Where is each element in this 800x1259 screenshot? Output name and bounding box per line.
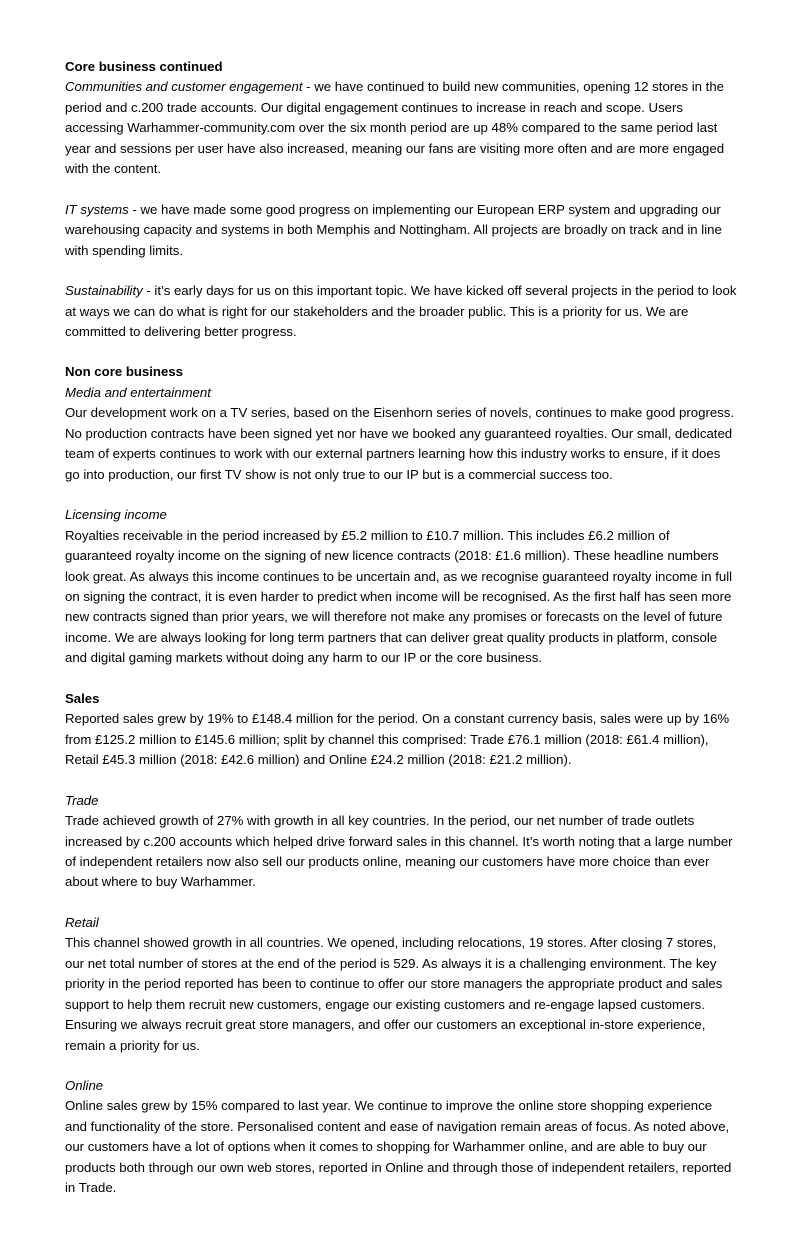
subheading-licensing-income: Licensing income xyxy=(65,507,167,523)
paragraph-sales-intro: Reported sales grew by 19% to £148.4 million for the period. On a constant currency basis, sales were up by 16% from £125.2 million to £145.6 million; split by channel this comprised: Trade £76.1 million (2018: £61.4 million), Retail £45.3 million (2018: £42.6 million) and Online £24.2 million (2018: £21.2 million). xyxy=(65,711,730,768)
paragraph-lead-it-systems: IT systems xyxy=(65,201,129,217)
paragraph-text-it-systems: - we have made some good progress on implementing our European ERP system and upgrading our warehousing capacity and systems in both Memphis and Nottingham. All projects are broadly on track and in line with spending limits. xyxy=(65,201,722,258)
paragraph-text-sustainability: - it’s early days for us on this important topic. We have kicked off several projects in the period to look at ways we can do what is right for our stakeholders and the broader public. This is a priority for us. We are committed to delivering better progress. xyxy=(65,283,737,339)
section-heading-sales: Sales xyxy=(65,690,100,706)
section-heading-non-core-business: Non core business xyxy=(65,364,183,380)
paragraph-text-communities: - we have continued to build new communities, opening 12 stores in the period and c.200 trade accounts. Our digital engagement continues to increase in reach and scope. Users accessing Warhammer-community.com over the six month period are up 48% compared to the same period last year and sessions per user have also increased, meaning our fans are visiting more often and are more engaged with the content. xyxy=(65,79,725,177)
paragraph-it-systems xyxy=(65,200,737,261)
subheading-retail: Retail xyxy=(65,914,99,930)
paragraph-communities xyxy=(65,77,737,179)
paragraph-retail: This channel showed growth in all countries. We opened, including relocations, 19 stores. After closing 7 stores, our net total number of stores at the end of the period is 529. As always it is a challenging environment. The key priority in the period reported has been to continue to offer our store managers the appropriate product and sales support to help them recruit new customers, engage our existing customers and re-engage lapsed customers. Ensuring we always recruit great store managers, and offer our customers an exceptional in-store experience, remain a priority for us. xyxy=(65,935,723,1053)
subheading-online: Online xyxy=(65,1078,104,1094)
subheading-media-and-entertainment: Media and entertainment xyxy=(65,384,211,400)
paragraph-lead-communities: Communities and customer engagement xyxy=(65,79,303,95)
subheading-trade: Trade xyxy=(65,792,99,808)
paragraph-sustainability xyxy=(65,281,737,342)
section-heading-core-business-continued: Core business continued xyxy=(65,59,223,74)
paragraph-trade: Trade achieved growth of 27% with growth in all key countries. In the period, our net number of trade outlets increased by c.200 accounts which helped drive forward sales in this channel. It’s worth noting that a large number of independent retailers now also sell our products online, meaning our customers have more choice than ever about where to buy Warhammer. xyxy=(65,813,733,890)
paragraph-media-and-entertainment: Our development work on a TV series, based on the Eisenhorn series of novels, continues to make good progress. No production contracts have been signed yet nor have we booked any guaranteed royalties. Our small, dedicated team of experts continues to work with our external partners learning how this industry works to ensure, if it does go into production, our first TV show is not only true to our IP but is a commercial success too. xyxy=(65,405,735,482)
paragraph-licensing-income: Royalties receivable in the period increased by £5.2 million to £10.7 million. This includes £6.2 million of guaranteed royalty income on the signing of new licence contracts (2018: £1.6 million). These headline numbers look great. As always this income continues to be uncertain and, as we recognise guaranteed royalty income in full on signing the contract, it is even harder to predict when income will be recognised. As the first half has seen more new contracts signed than prior years, we will therefore not make any promises or forecasts on the level of future income. We are always looking for long term partners that can deliver great quality products in platform, console and digital gaming markets without doing any harm to our IP or the core business. xyxy=(65,527,733,666)
paragraph-online: Online sales grew by 15% compared to last year. We continue to improve the online store shopping experience and functionality of the store. Personalised content and ease of navigation remain areas of focus. As noted above, our customers have a lot of options when it comes to shopping for Warhammer online, and are able to buy our products both through our own web stores, reported in Online and through those of independent retailers, reported in Trade. xyxy=(65,1098,732,1196)
paragraph-lead-sustainability: Sustainability xyxy=(65,283,143,299)
